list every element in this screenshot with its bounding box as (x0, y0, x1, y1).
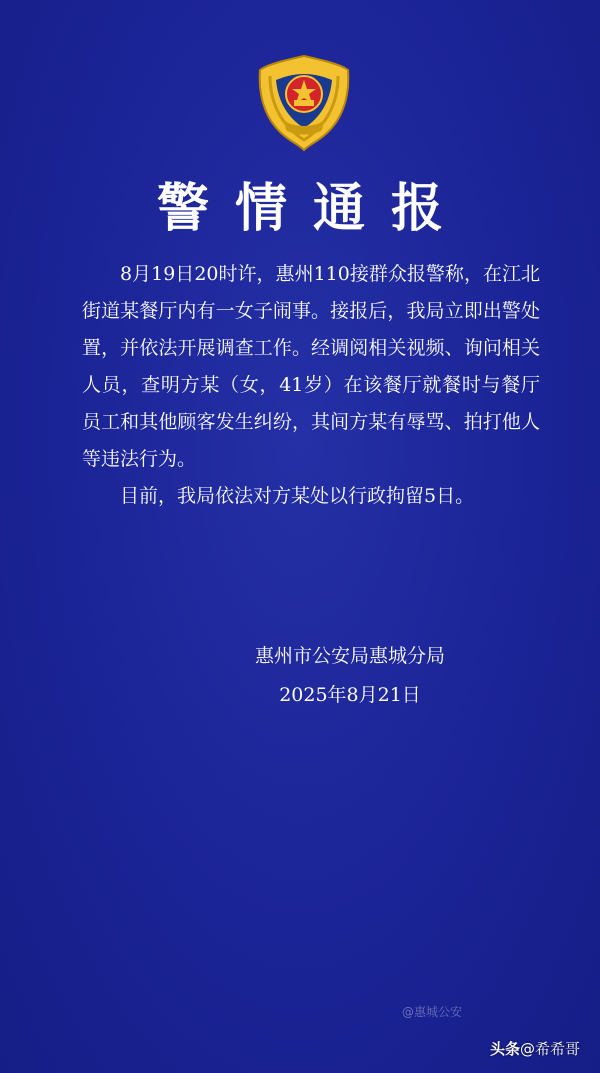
brand-name: 头条 (490, 1040, 521, 1058)
signature-organization: 惠州市公安局惠城分局 (254, 645, 445, 667)
notice-body (82, 256, 540, 515)
police-emblem-icon (256, 54, 352, 154)
page-title: 警情通报 (156, 179, 469, 239)
paragraph-result: 目前，我局依法对方某处以行政拘留5日。 (120, 485, 475, 507)
brand-watermark (490, 1038, 580, 1059)
signature-date: 2025年8月21日 (279, 684, 421, 706)
author-handle: @希希哥 (520, 1040, 581, 1058)
paragraph-incident: 8月19日20时许，惠州110接群众报警称，在江北街道某餐厅内有一女子闹事。接报后，我局立即出警处置，并依法开展调查工作。经调阅相关视频、询问相关人员，查明方某（女，41岁）在该餐厅就餐时与餐厅员工和其他顾客发生纠纷，其间方某有辱骂、拍打他人等违法行为。 (82, 263, 540, 470)
faint-watermark: @惠城公安 (402, 1005, 463, 1019)
